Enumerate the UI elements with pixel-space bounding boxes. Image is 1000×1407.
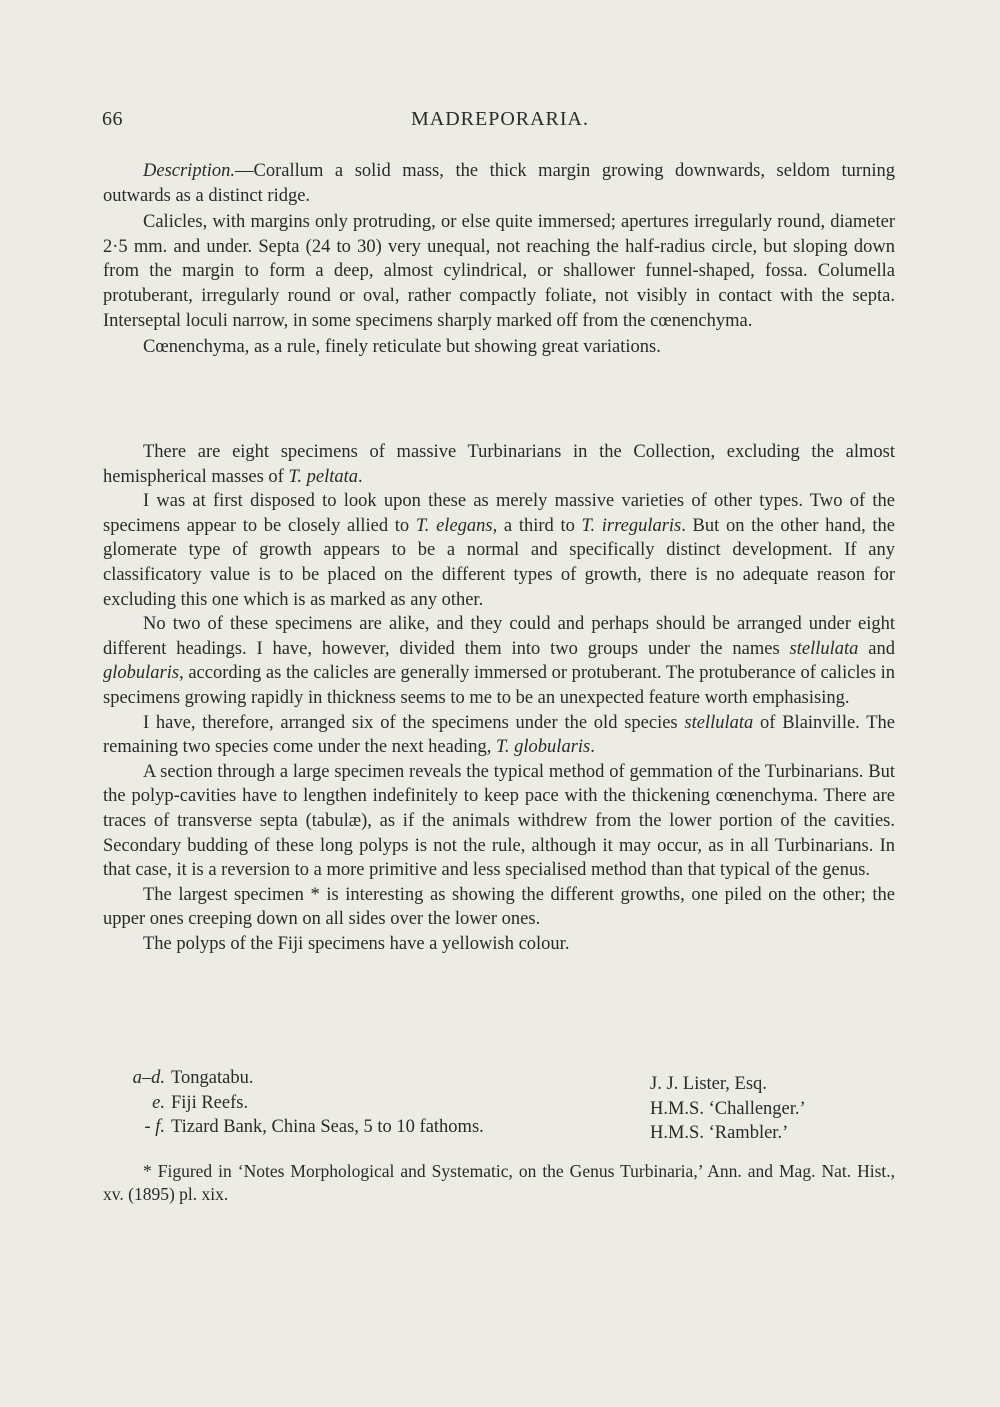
text-run: .	[590, 737, 595, 758]
running-head	[102, 108, 898, 138]
text-run: There are eight specimens of massive Turbinarians in the Collection, excluding the almost hemispherical masses of	[103, 442, 895, 487]
text-run: and	[858, 638, 895, 659]
discussion-paragraph-3	[103, 612, 895, 710]
text-run: I have, therefore, arranged six of the specimens under the old species	[143, 712, 685, 733]
calicles-paragraph: Calicles, with margins only protruding, or else quite immersed; apertures irregularly round, diameter 2·5 mm. and under. Septa (24 to 30) very unequal, not reaching the half-radius circle, but sloping down from the margin to form a deep, almost cylindrical, or shallower funnel-shaped, fossa. Columella protuberant, irregularly round or oval, rather compactly foliate, not visibly in contact with the septa. Interseptal loculi narrow, in some specimens sharply marked off from the cœnenchyma.	[103, 212, 895, 331]
discussion-paragraph-5: A section through a large specimen reveals the typical method of gemmation of the Turbinarians. But the polyp-cavities have to lengthen indefinitely to keep pace with the thickening cœnenchyma. There are traces of transverse septa (tabulæ), as if the animals withdrew from the lower portion of the cavities. Secondary budding of these long polyps is not the rule, although it may occur, as in all Turbinarians. In that case, it is a reversion to a more primitive and less specialised method than that typical of the genus.	[103, 761, 895, 881]
specimen-letter: a–d.	[132, 1068, 165, 1088]
footnote-text: * Figured in ‘Notes Morphological and Systematic, on the Genus Turbinaria,’ Ann. and Mag. Nat. Hist., xv. (1895) pl. xix.	[103, 1161, 895, 1204]
discussion-section	[103, 440, 895, 956]
specimen-locality: Tizard Bank, China Seas, 5 to 10 fathoms.	[171, 1117, 484, 1138]
discussion-paragraph-4	[103, 711, 895, 760]
specimen-list	[103, 1066, 895, 1144]
species-name: T. elegans	[415, 515, 493, 536]
text-run: . But on the other hand, the glomerate type of growth appears to be a normal and specifically distinct development. If any classificatory value is to be placed on the different types of growth, there is no adequate reason for excluding this one which is as marked as any other.	[103, 515, 895, 610]
discussion-paragraph-7: The polyps of the Fiji specimens have a yellowish colour.	[143, 933, 570, 954]
discussion-paragraph-6: The largest specimen * is interesting as showing the different growths, one piled on the other; the upper ones creeping down on all sides over the lower ones.	[103, 884, 895, 930]
species-name: T. peltata	[288, 466, 359, 487]
species-name: T. globularis	[496, 737, 591, 758]
description-label: Description.	[143, 161, 235, 181]
specimen-locality-cell	[113, 1115, 484, 1140]
specimen-letter: e.	[152, 1092, 165, 1113]
discussion-paragraph-2	[103, 489, 895, 612]
specimen-locality: Tongatabu.	[171, 1068, 254, 1088]
description-text: —Corallum a solid mass, the thick margin growing downwards, seldom turning outwards as a distinct ridge.	[103, 161, 895, 206]
description-paragraph	[103, 159, 895, 208]
text-run: .	[358, 466, 363, 487]
specimen-locality-cell	[113, 1066, 253, 1091]
specimen-source: J. J. Lister, Esq.	[650, 1074, 767, 1094]
discussion-paragraph-1	[103, 440, 895, 489]
text-run: , a third to	[492, 515, 582, 536]
description-section	[103, 159, 895, 362]
species-name: stellulata	[684, 712, 754, 733]
specimen-locality: Fiji Reefs.	[171, 1092, 249, 1113]
text-run: , according as the calicles are generally immersed or protuberant. The protuberance of calicles in specimens growing rapidly in thickness seems to me to be an unexpected feature worth emphasising.	[103, 663, 895, 708]
specimen-letter: - f.	[144, 1117, 165, 1138]
footnote	[103, 1160, 895, 1206]
specimen-locality-cell	[113, 1091, 248, 1116]
text-run: I was at first disposed to look upon these as merely massive varieties of other types. Two of the specimens appear to be closely allied to	[103, 491, 895, 536]
text-run: of Blainville. The remaining two species come under the next heading,	[103, 712, 895, 758]
specimen-row	[103, 1115, 895, 1144]
specimen-row	[103, 1066, 895, 1094]
species-name: T. irregularis	[581, 515, 682, 536]
specimen-row	[103, 1091, 895, 1119]
species-name: stellulata	[789, 638, 859, 659]
specimen-source: H.M.S. ‘Rambler.’	[650, 1123, 789, 1144]
page-number: 66	[102, 108, 123, 130]
specimen-source: H.M.S. ‘Challenger.’	[650, 1098, 806, 1119]
running-title: MADREPORARIA.	[410, 108, 590, 130]
coenenchyma-paragraph: Cœnenchyma, as a rule, finely reticulate but showing great variations.	[143, 337, 661, 358]
text-run: No two of these specimens are alike, and they could and perhaps should be arranged under eight different headings. I have, however, divided them into two groups under the names	[103, 614, 895, 659]
species-name: globularis	[103, 663, 180, 684]
